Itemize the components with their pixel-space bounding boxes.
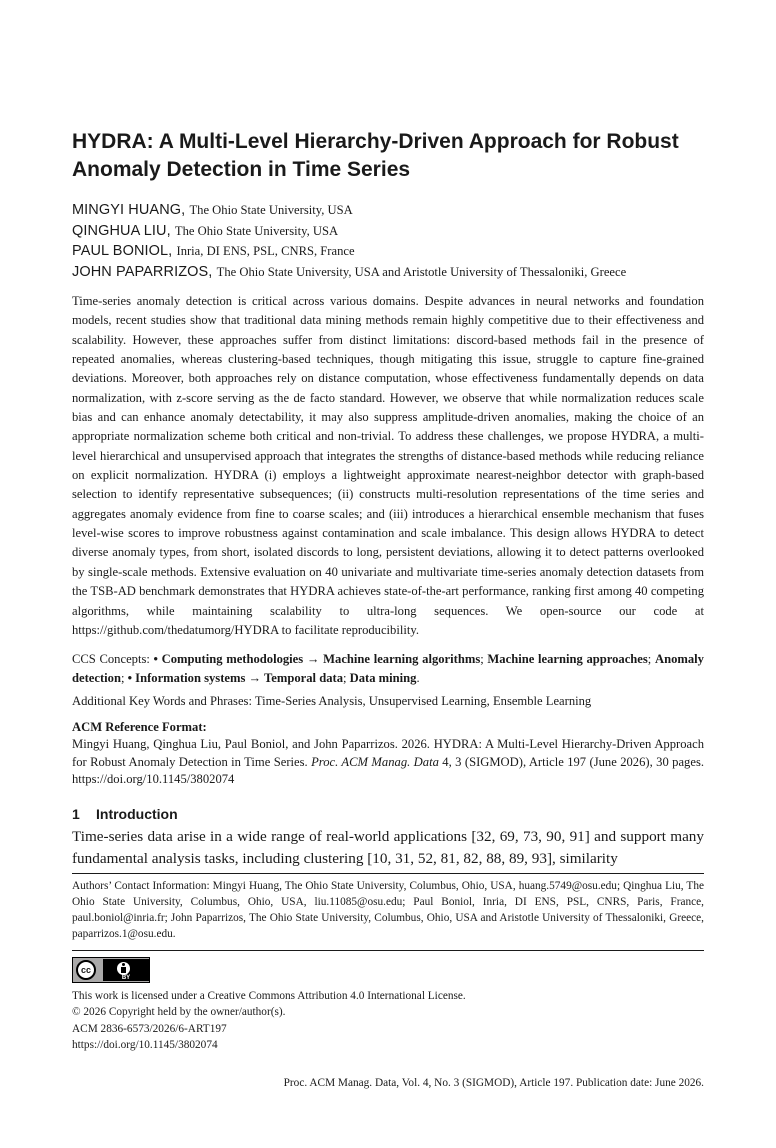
- person-icon-head: [122, 963, 125, 966]
- acm-id-line: ACM 2836-6573/2026/6-ART197: [72, 1022, 227, 1035]
- reference-text: 4, 3 (SIGMOD), Article 197 (June 2026), 30 pages. https://doi.org/10.1145/3802074: [72, 754, 704, 787]
- license-block: [72, 988, 704, 1054]
- author-affiliation: Inria, DI ENS, PSL, CNRS, France: [176, 244, 355, 258]
- ccs-arrow: →: [245, 671, 265, 686]
- author-contact-footnote: Authors’ Contact Information: Mingyi Huang, The Ohio State University, Columbus, Ohio, USA, huang.5749@osu.edu; Qinghua Liu, The Ohio State University, Columbus, Ohio, USA, liu.11085@osu.edu; Paul Boniol, Inria, DI ENS, PSL, CNRS, Paris, France, paul.boniol@inria.fr; John Paparrizos, The Ohio State University, Columbus, Ohio, USA and Aristotle University of Thessaloniki, Greece, paparrizos.1@osu.edu.: [72, 880, 704, 940]
- keywords: Additional Key Words and Phrases: Time-Series Analysis, Unsupervised Learning, Ensemble Learning: [72, 694, 592, 708]
- page-footer: Proc. ACM Manag. Data, Vol. 4, No. 3 (SIGMOD), Article 197. Publication date: June 2026.: [283, 1077, 704, 1089]
- author-entry: [72, 221, 712, 242]
- ccs-sep: ;: [120, 671, 128, 686]
- ccs-arrow: →: [303, 652, 324, 666]
- cc-by-license-icon: [72, 957, 150, 983]
- intro-paragraph: Time-series data arise in a wide range of real-world applications [32, 69, 73, 90, 91] and support many fundamental analysis tasks, including clustering [10, 31, 52, 81, 82, 88, 89, 93], similarity: [72, 828, 704, 867]
- paper-title: HYDRA: A Multi-Level Hierarchy-Driven Approach for Robust Anomaly Detection in Time Series: [72, 130, 679, 181]
- ccs-term: • Computing methodologies: [153, 652, 304, 666]
- ccs-term: Anomaly detection: [72, 652, 704, 686]
- author-name: MINGYI HUANG,: [72, 202, 186, 218]
- reference-format: [72, 736, 704, 789]
- footnote-divider: [72, 873, 704, 874]
- section-heading: [72, 804, 178, 824]
- author-list: [72, 200, 712, 282]
- section-title: Introduction: [96, 806, 178, 822]
- ccs-term: Data mining: [349, 671, 417, 686]
- author-affiliation: The Ohio State University, USA: [189, 203, 353, 217]
- ccs-term: Temporal data: [264, 671, 343, 686]
- ccs-term: Machine learning approaches: [487, 652, 648, 666]
- ccs-sep: ;: [647, 652, 655, 666]
- copyright-line: © 2026 Copyright held by the owner/author(s).: [72, 1006, 286, 1019]
- ccs-term: Machine learning algorithms: [323, 652, 481, 666]
- author-entry: [72, 241, 712, 262]
- section-number: 1: [72, 806, 80, 822]
- ccs-prefix: CCS Concepts:: [72, 652, 154, 666]
- author-affiliation: The Ohio State University, USA: [174, 223, 339, 238]
- author-affiliation: The Ohio State University, USA and Aristotle University of Thessaloniki, Greece: [216, 264, 627, 279]
- license-divider: [72, 950, 704, 951]
- ccs-term: • Information systems: [127, 671, 246, 686]
- by-label: BY: [121, 975, 131, 981]
- ccs-sep: ;: [480, 652, 488, 666]
- ccs-end: .: [416, 671, 420, 686]
- ccs-sep: ;: [343, 671, 350, 686]
- author-name: PAUL BONIOL,: [72, 243, 173, 259]
- cc-icon: cc: [76, 960, 96, 980]
- author-entry: [72, 200, 712, 221]
- author-name: JOHN PAPARRIZOS,: [72, 263, 213, 280]
- doi-link[interactable]: https://doi.org/10.1145/3802074: [72, 1039, 218, 1052]
- license-line: This work is licensed under a Creative Commons Attribution 4.0 International License.: [72, 990, 466, 1002]
- person-icon-body: [121, 967, 126, 973]
- reference-format-heading: ACM Reference Format:: [72, 720, 207, 734]
- reference-journal: Proc. ACM Manag. Data: [311, 754, 439, 769]
- author-entry: [72, 262, 712, 283]
- abstract: Time-series anomaly detection is critical across various domains. Despite advances in neural networks and foundation models, recent studies show that traditional data mining methods remain highly competitive due to their effectiveness and scalability. However, these approaches suffer from distinct limitations: discord-based methods fail in the presence of repeated anomalies, whereas clustering-based techniques, though mitigating this issue, struggle to capture fine-grained deviations. Moreover, both approaches rely on distance computation, whose effectiveness fundamentally depends on data normalization, with z-score serving as the de facto standard. However, we observe that while normalization reduces scale bias and can enhance anomaly detectability, it may also suppress amplitude-driven anomalies, making the choice of an appropriate normalization scheme both critical and non-trivial. To address these challenges, we propose HYDRA, a multi-level hierarchical and unsupervised approach that integrates the strengths of distance-based methods while reducing reliance on explicit normalization. HYDRA (i) employs a lightweight approximate nearest-neighbor detector with graph-based selection to identify representative subsequences; (ii) constructs multi-resolution representations of the time series and aggregates anomaly evidence from fine to coarse scales; and (iii) introduces a hierarchical ensemble mechanism that fuses level-wise scores to improve robustness against contamination and scale imbalance. This design allows HYDRA to detect diverse anomaly types, from short, isolated discords to long, persistent deviations, allowing it to detect patterns overlooked by single-scale methods. Extensive evaluation on 40 univariate and multivariate time-series anomaly detection datasets from the TSB-AD benchmark demonstrates that HYDRA achieves state-of-the-art performance, ranking first among 40 competing algorithms, while maintaining scalability to ultra-long sequences. We open-source our code at https://github.com/thedatumorg/HYDRA to facilitate reproducibility.: [72, 294, 704, 637]
- ccs-concepts: [72, 650, 704, 689]
- reference-text: Mingyi Huang, Qinghua Liu, Paul Boniol, and John Paparrizos. 2026. HYDRA: A Multi-Level Hierarchy-Driven Approach for Robust Anomaly Detection in Time Series.: [72, 737, 704, 769]
- author-name: QINGHUA LIU,: [72, 222, 171, 239]
